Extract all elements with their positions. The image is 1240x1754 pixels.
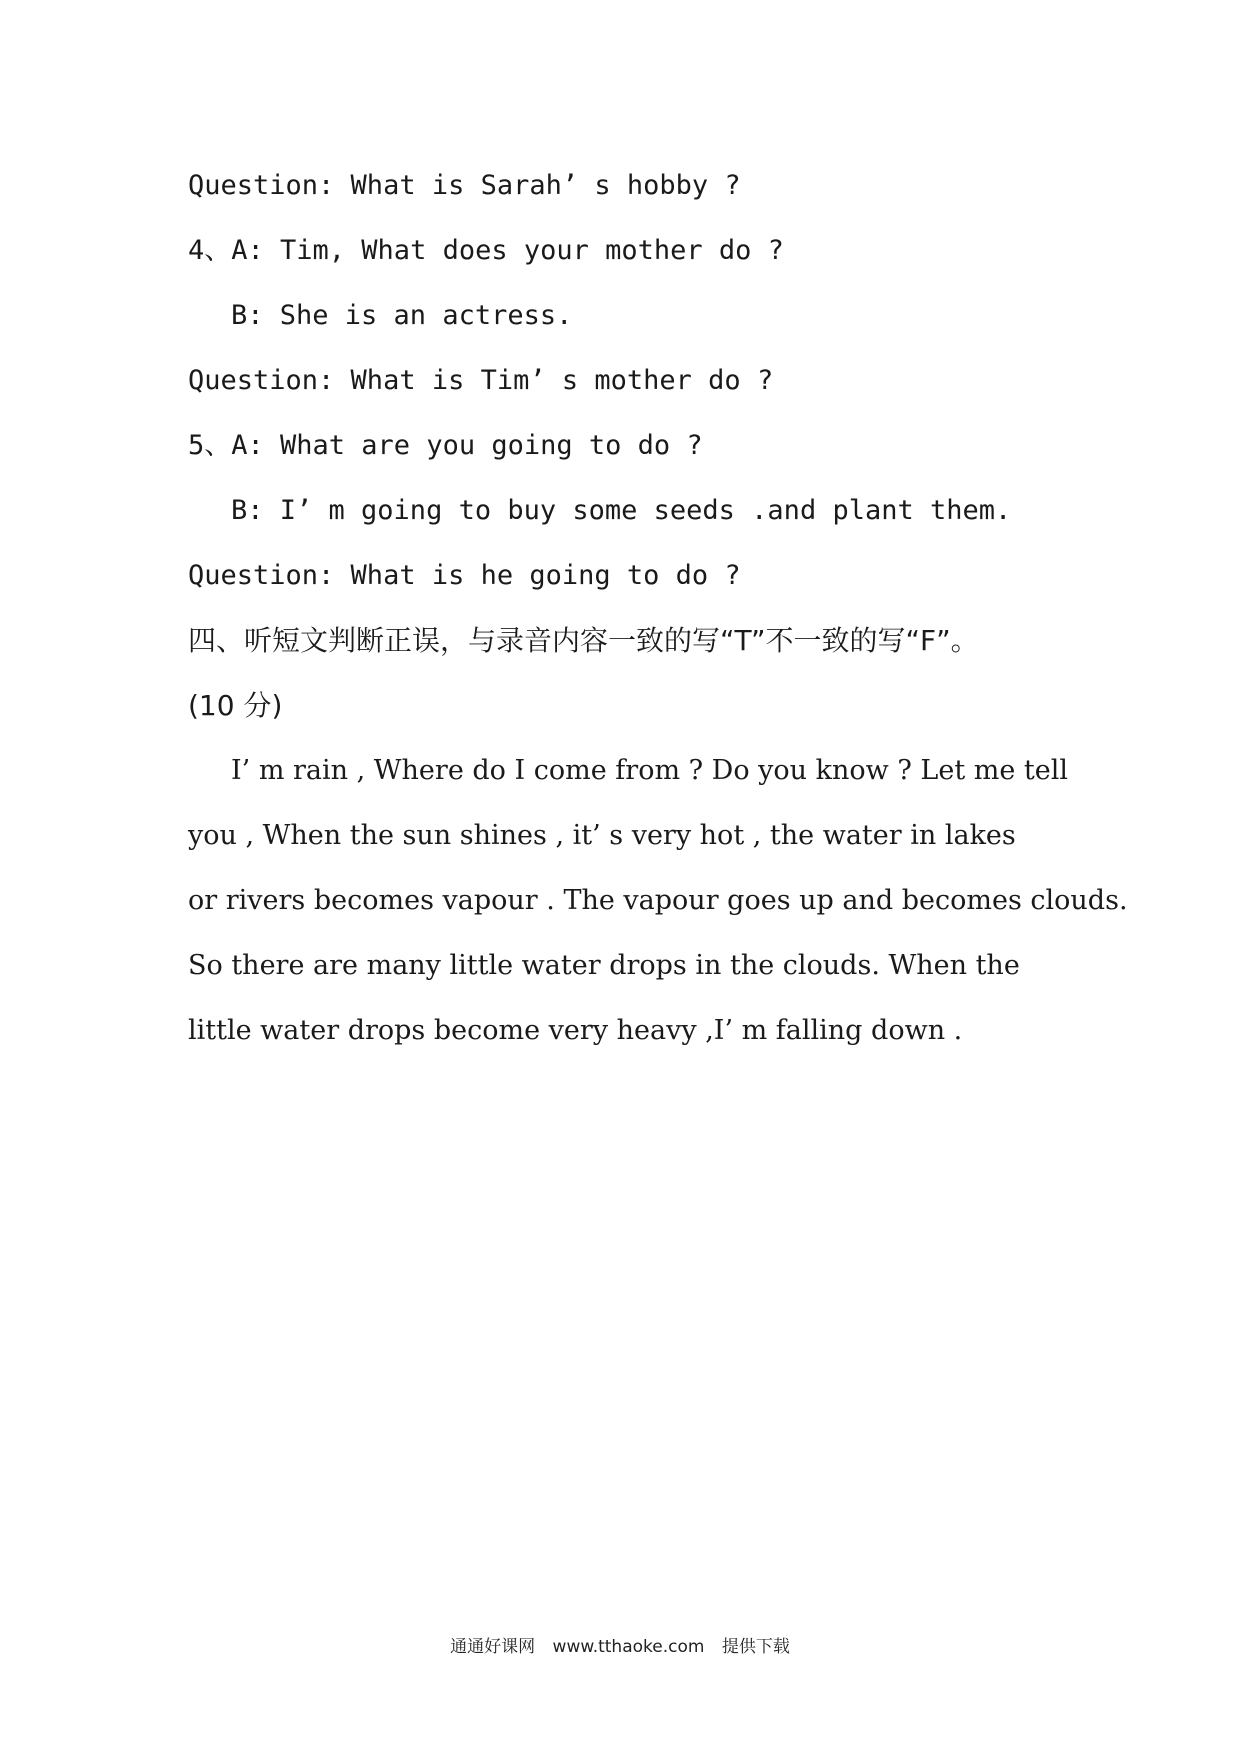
footer-url: www.tthaoke.com: [552, 1637, 705, 1657]
passage-line: little water drops become very heavy ,I’ m falling down .: [188, 1015, 963, 1046]
passage-line: I’ m rain , Where do I come from ? Do you know ? Let me tell: [231, 755, 1069, 786]
q5-question: Question: What is he going to do ?: [188, 560, 741, 591]
section-4-points: (10 分): [188, 689, 283, 722]
q3-question: Question: What is Sarah’ s hobby ?: [188, 170, 741, 201]
q4-speaker-b: B: She is an actress.: [231, 300, 573, 331]
footer-download: 提供下载: [721, 1637, 790, 1657]
q5-speaker-b: B: I’ m going to buy some seeds .and plant them.: [231, 495, 1012, 526]
q5-speaker-a: 5、A: What are you going to do ?: [188, 430, 703, 461]
page-footer: [0, 1632, 1240, 1657]
passage-line: you , When the sun shines , it’ s very hot , the water in lakes: [188, 820, 1016, 851]
passage-line: or rivers becomes vapour . The vapour goes up and becomes clouds.: [188, 885, 1128, 916]
footer-site-name: 通通好课网: [450, 1637, 536, 1657]
q4-question: Question: What is Tim’ s mother do ?: [188, 365, 774, 396]
passage-line: So there are many little water drops in the clouds. When the: [188, 950, 1020, 981]
q4-speaker-a: 4、A: Tim, What does your mother do ?: [188, 235, 784, 266]
section-4-heading: 四、听短文判断正误，与录音内容一致的写“T”不一致的写“F”。: [188, 624, 979, 657]
